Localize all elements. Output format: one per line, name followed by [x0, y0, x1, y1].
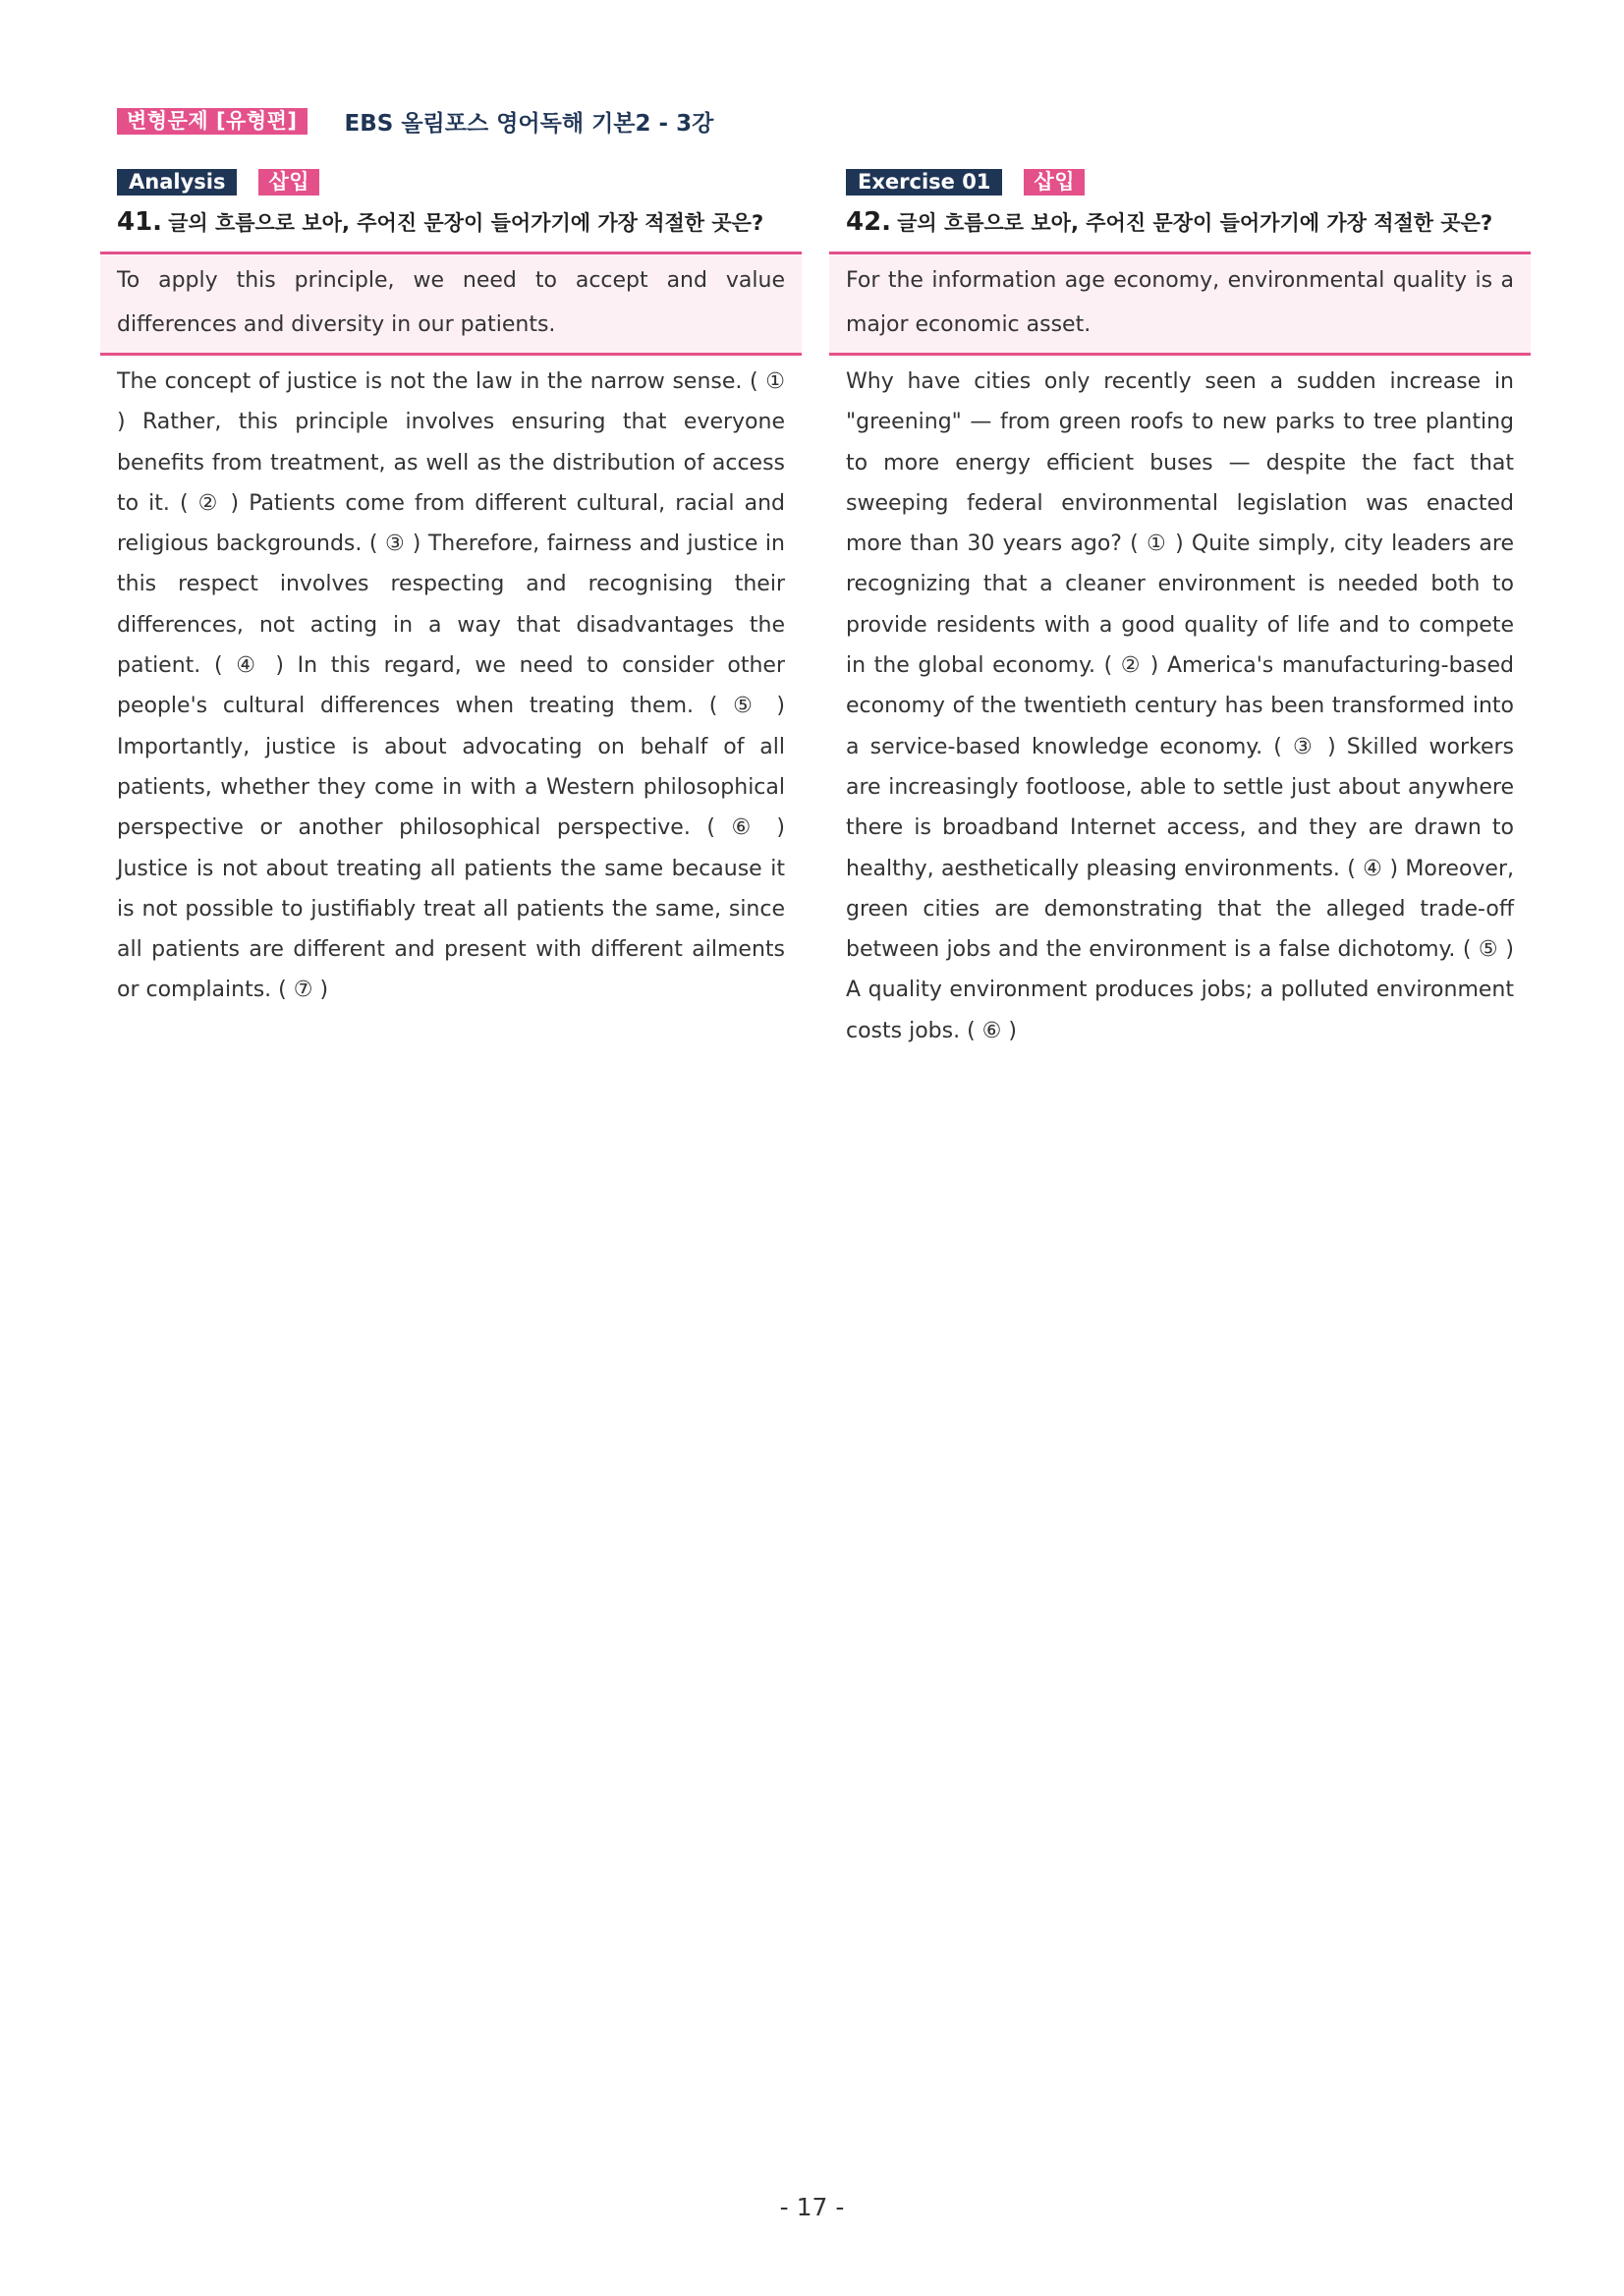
- passage-text: The concept of justice is not the law in the narrow sense. ( ① ) Rather, this principle involves ensuring that everyone benefits from treatment, as well as the distribution of access to it. ( ② ) Patients come from different cultural, racial and religious backgrounds. ( ③ ) Therefore, fairness and justice in this respect involves respecting and recognising their differences, not acting in a way that disadvantages the patient. ( ④ ) In this regard, we need to consider other people's cultural differences when treating them. ( ⑤ ) Importantly, justice is about advocating on behalf of all patients, whether they come in with a Western philosophical perspective or another philosophical perspective. ( ⑥ ) Justice is not about treating all patients the same because it is not possible to justifiably treat all patients the same, since all patients are different and present with different ailments or complaints. ( ⑦ ): [117, 369, 785, 1003]
- question-text: 글의 흐름으로 보아, 주어진 문장이 들어가기에 가장 적절한 곳은?: [897, 211, 1493, 235]
- page-header: [117, 106, 713, 136]
- passage-text: Why have cities only recently seen a sudden increase in "greening" — from green roofs to new parks to tree planting to more energy efficient buses — despite the fact that sweeping federal environmental legislation was enacted more than 30 years ago? ( ① ) Quite simply, city leaders are recognizing that a cleaner environment is needed both to provide residents with a good quality of life and to compete in the global economy. ( ② ) America's manufacturing-based economy of the twentieth century has been transformed into a service-based knowledge economy. ( ③ ) Skilled workers are increasingly footloose, able to settle just about anywhere there is broadband Internet access, and they are drawn to healthy, aesthetically pleasing environments. ( ④ ) Moreover, green cities are demonstrating that the alleged trade-off between jobs and the environment is a false dichotomy. ( ⑤ ) A quality environment produces jobs; a polluted environment costs jobs. ( ⑥ ): [846, 369, 1514, 1043]
- type-label: 삽입: [1024, 169, 1085, 196]
- book-title: EBS 올림포스 영어독해 기본2 - 3강: [344, 110, 714, 137]
- section-label: Analysis: [117, 169, 237, 196]
- given-sentence-box: For the information age economy, environmental quality is a major economic asset.: [829, 252, 1531, 356]
- given-sentence-box: To apply this principle, we need to accept and value differences and diversity in our patients.: [100, 252, 802, 356]
- question-prompt: [117, 203, 785, 242]
- left-label-row: [117, 169, 802, 196]
- category-badge: 변형문제 [유형편]: [117, 108, 308, 135]
- page-number: - 17 -: [779, 2193, 845, 2221]
- right-label-row: [846, 169, 1531, 196]
- right-column: [829, 169, 1531, 1051]
- question-prompt: [846, 203, 1514, 242]
- type-label: 삽입: [258, 169, 319, 196]
- left-column: [100, 169, 802, 1011]
- question-number: 42.: [846, 207, 892, 237]
- section-label: Exercise 01: [846, 169, 1002, 196]
- question-text: 글의 흐름으로 보아, 주어진 문장이 들어가기에 가장 적절한 곳은?: [168, 211, 764, 235]
- question-number: 41.: [117, 207, 163, 237]
